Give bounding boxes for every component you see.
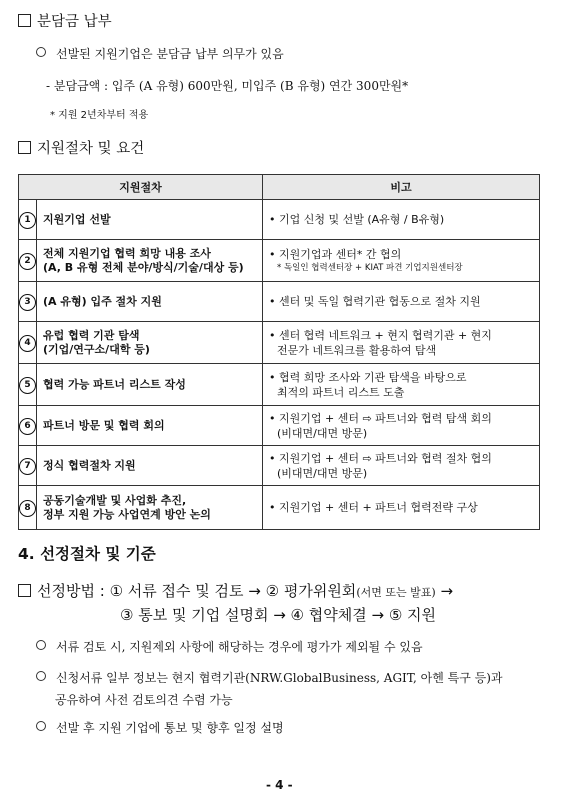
note-text: • 센터 협력 네트워크 + 현지 협력기관 + 현지 <box>269 328 492 342</box>
table-row <box>19 486 540 530</box>
section-share-heading <box>18 10 112 31</box>
select-bullet <box>36 669 503 686</box>
step-number: 6 <box>19 418 36 435</box>
share-note: * 지원 2년차부터 적용 <box>50 110 149 121</box>
note-text: 최적의 파트너 리스트 도출 <box>277 385 405 399</box>
note-text: • 기업 신청 및 선발 (A유형 / B유형) <box>269 213 445 226</box>
table-row <box>19 364 540 406</box>
page-number: - 4 - <box>266 778 293 792</box>
step-text: 지원기업 선발 <box>43 212 111 226</box>
checkbox-square-icon <box>18 141 31 154</box>
method-steps-1: ① 서류 접수 및 검토 → ② 평가위원회 <box>109 582 357 600</box>
select-bullet-text: 선발 후 지원 기업에 통보 및 향후 일정 설명 <box>56 721 284 735</box>
table-row <box>19 240 540 282</box>
table-row <box>19 446 540 486</box>
step-number: 2 <box>19 253 36 270</box>
table-row <box>19 282 540 322</box>
step-text: 파트너 방문 및 협력 회의 <box>43 418 165 432</box>
select-bullet <box>36 719 284 736</box>
note-text: 전문가 네트워크를 활용하여 탐색 <box>277 343 437 357</box>
note-text: • 지원기업 + 센터 ⇨ 파트너와 협력 탐색 회의 <box>269 411 492 425</box>
select-bullet <box>36 638 423 655</box>
step-number: 8 <box>19 500 36 517</box>
table-row <box>19 406 540 446</box>
note-text: (비대면/대면 방문) <box>277 426 368 440</box>
checkbox-square-icon <box>18 14 31 27</box>
note-text: (비대면/대면 방문) <box>277 466 368 480</box>
share-amount: - 분담금액 : 입주 (A 유형) 600만원, 미입주 (B 유형) 연간 300만원* <box>46 79 409 93</box>
method-steps-2: ③ 통보 및 기업 설명회 → ④ 협약체결 → ⑤ 지원 <box>120 606 437 624</box>
select-bullet-text: 신청서류 일부 정보는 현지 협력기관(NRW.GlobalBusiness, AGIT, 아헨 특구 등)과 <box>56 671 503 685</box>
share-bullet-text: 선발된 지원기업은 분담금 납부 의무가 있음 <box>56 47 284 61</box>
step-text: 유럽 협력 기관 탐색 <box>43 328 140 342</box>
step-number: 3 <box>19 294 36 311</box>
note-text: • 협력 희망 조사와 기관 탐색을 바탕으로 <box>269 370 467 384</box>
note-text: • 지원기업과 센터* 간 협의 <box>269 248 402 261</box>
table-header-row <box>19 175 540 200</box>
header-remarks: 비고 <box>263 175 540 200</box>
section-proc-heading <box>18 137 144 158</box>
method-line-1 <box>18 580 453 601</box>
step-text: 협력 가능 파트너 리스트 작성 <box>43 377 186 391</box>
section-proc-title: 지원절차 및 요건 <box>37 141 145 157</box>
step-number: 1 <box>19 212 36 229</box>
header-procedure: 지원절차 <box>19 175 263 200</box>
step-text: (기업/연구소/대학 등) <box>43 342 150 356</box>
checkbox-square-icon <box>18 584 31 597</box>
select-bullet-text: 서류 검토 시, 지원제외 사항에 해당하는 경우에 평가가 제외될 수 있음 <box>56 640 423 654</box>
note-text: • 지원기업 + 센터 ⇨ 파트너와 협력 절차 협의 <box>269 451 492 465</box>
circle-bullet-icon <box>36 721 46 731</box>
step-number: 5 <box>19 377 36 394</box>
method-paren: (서면 또는 발표) <box>356 586 436 599</box>
step-text: 정부 지원 가능 사업연계 방안 논의 <box>43 507 211 521</box>
select-bullet-continued: 공유하여 사전 검토의견 수렴 가능 <box>55 693 233 707</box>
step-text: (A 유형) 입주 절차 지원 <box>43 294 162 308</box>
step-text: 전체 지원기업 협력 희망 내용 조사 <box>43 246 211 260</box>
procedure-table <box>18 174 540 530</box>
table-row <box>19 200 540 240</box>
note-text: • 지원기업 + 센터 + 파트너 협력전략 구상 <box>269 501 478 514</box>
note-text: • 센터 및 독일 협력기관 협동으로 절차 지원 <box>269 295 481 308</box>
circle-bullet-icon <box>36 671 46 681</box>
share-bullet <box>36 45 284 62</box>
section-select-title: 4. 선정절차 및 기준 <box>18 545 156 563</box>
circle-bullet-icon <box>36 640 46 650</box>
step-number: 4 <box>19 335 36 352</box>
note-subtext: * 독일인 협력센터장 + KIAT 파견 기업지원센터장 <box>277 263 463 273</box>
step-text: (A, B 유형 전체 분야/방식/기술/대상 등) <box>43 260 244 274</box>
method-arrow: → <box>440 582 454 600</box>
table-row <box>19 322 540 364</box>
step-text: 정식 협력절차 지원 <box>43 458 136 472</box>
section-share-title: 분담금 납부 <box>37 14 112 30</box>
method-label: 선정방법 : <box>37 582 105 600</box>
circle-bullet-icon <box>36 47 46 57</box>
step-number: 7 <box>19 458 36 475</box>
step-text: 공동기술개발 및 사업화 추진, <box>43 493 187 507</box>
